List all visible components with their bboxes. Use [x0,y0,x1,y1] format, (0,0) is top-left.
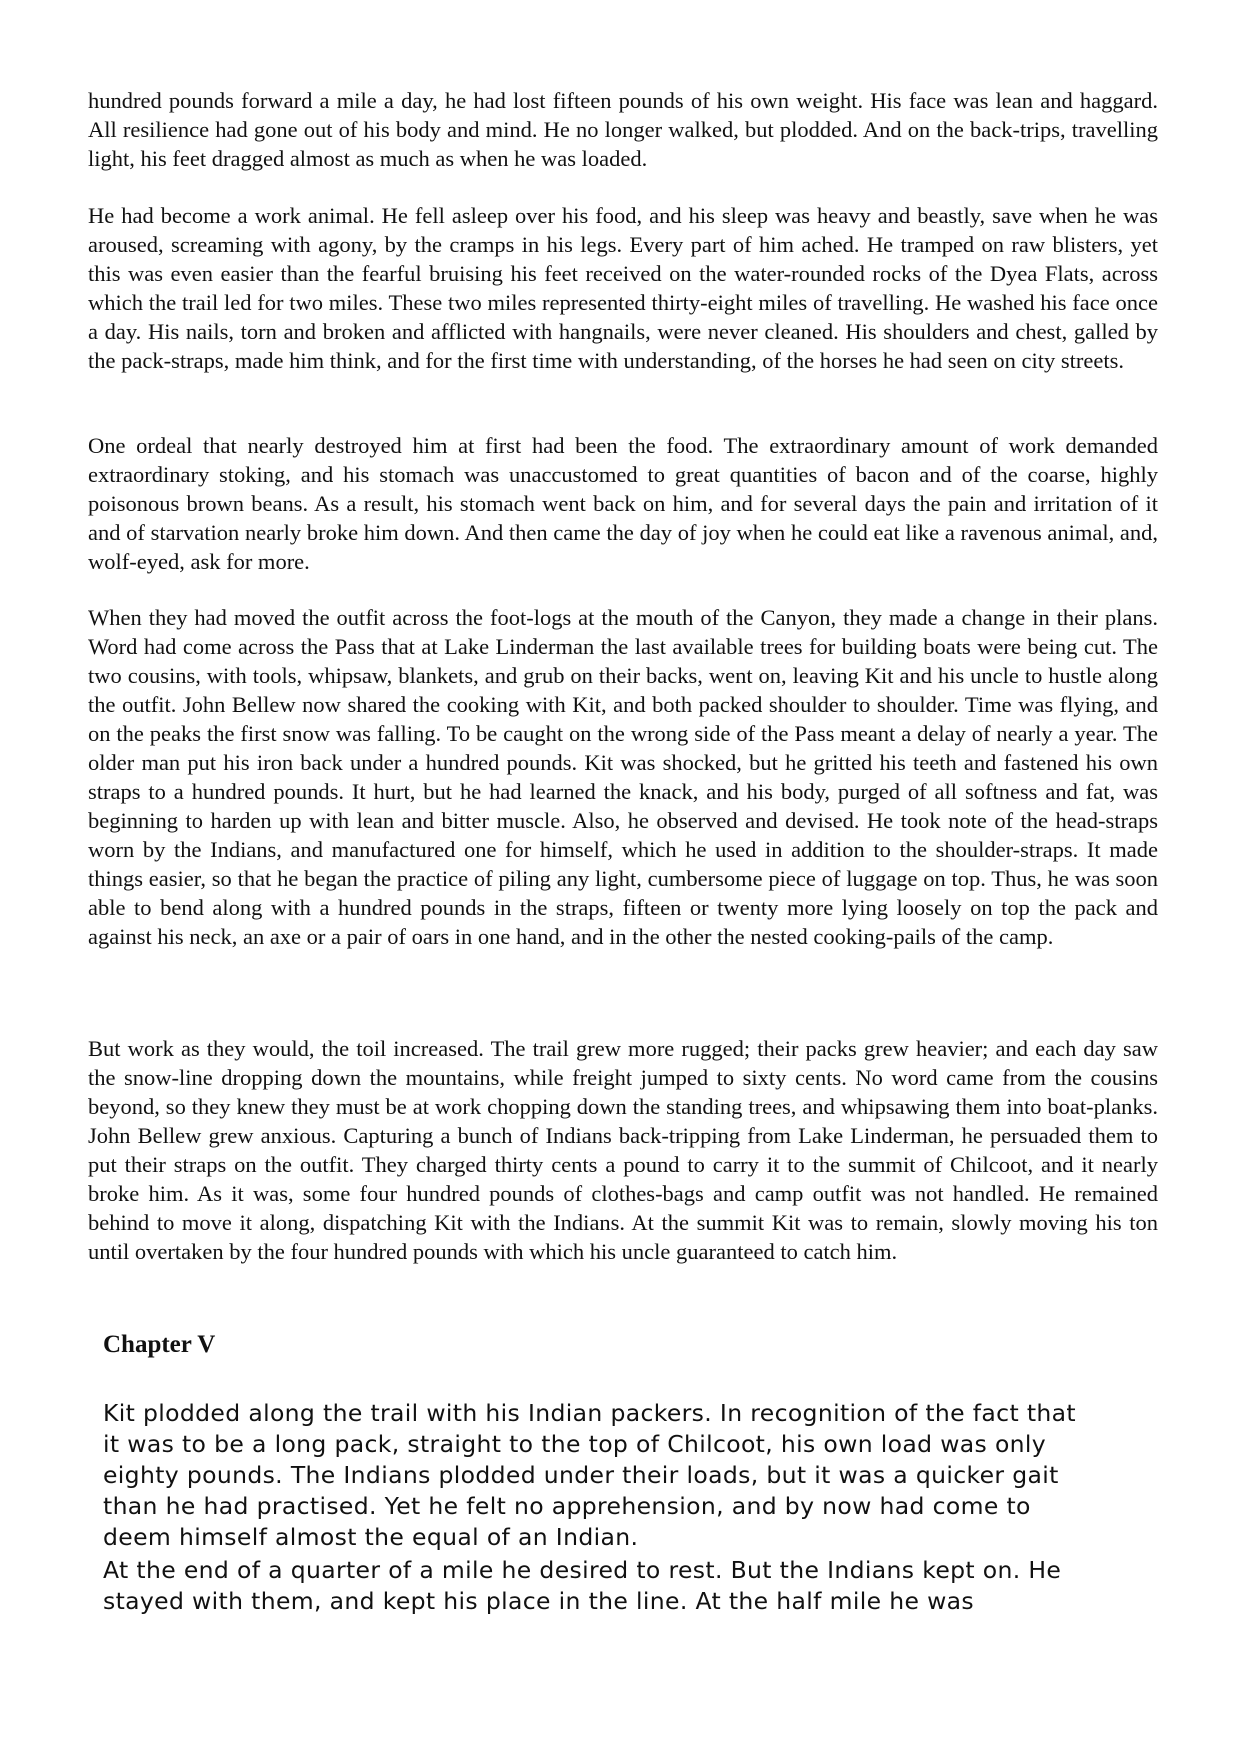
paragraph-4: When they had moved the outfit across the foot-logs at the mouth of the Canyon, they made a change in their plans. Word had come across the Pass that at Lake Linderman the last available trees for building boats were being cut. The two cousins, with tools, whipsaw, blankets, and grub on their backs, went on, leaving Kit and his uncle to hustle along the outfit. John Bellew now shared the cooking with Kit, and both packed shoulder to shoulder. Time was flying, and on the peaks the first snow was falling. To be caught on the wrong side of the Pass meant a delay of nearly a year. The older man put his iron back under a hundred pounds. Kit was shocked, but he gritted his teeth and fastened his own straps to a hundred pounds. It hurt, but he had learned the knack, and his body, purged of all softness and fat, was beginning to harden up with lean and bitter muscle. Also, he observed and devised. He took note of the head-straps worn by the Indians, and manufactured one for himself, which he used in addition to the shoulder-straps. It made things easier, so that he began the practice of piling any light, cumbersome piece of luggage on top. Thus, he was soon able to bend along with a hundred pounds in the straps, fifteen or twenty more lying loosely on top the pack and against his neck, an axe or a pair of oars in one hand, and in the other the nested cooking-pails of the camp. [88,605,1158,949]
paragraph-3: One ordeal that nearly destroyed him at first had been the food. The extraordinary amount of work demanded extraordinary stoking, and his stomach was unaccustomed to great quantities of bacon and of the coarse, highly poisonous brown beans. As a result, his stomach went back on him, and for several days the pain and irritation of it and of starvation nearly broke him down. And then came the day of joy when he could eat like a ravenous animal, and, wolf-eyed, ask for more. [88,433,1158,574]
paragraph-5: But work as they would, the toil increased. The trail grew more rugged; their packs grew heavier; and each day saw the snow-line dropping down the mountains, while freight jumped to sixty cents. No word came from the cousins beyond, so they knew they must be at work chopping down the standing trees, and whipsawing them into boat-planks. John Bellew grew anxious. Capturing a bunch of Indians back-tripping from Lake Linderman, he persuaded them to put their straps on the outfit. They charged thirty cents a pound to carry it to the summit of Chilcoot, and it nearly broke him. As it was, some four hundred pounds of clothes-bags and camp outfit was not handled. He remained behind to move it along, dispatching Kit with the Indians. At the summit Kit was to remain, slowly moving his ton until overtaken by the four hundred pounds with which his uncle guaranteed to catch him. [88,1036,1158,1264]
paragraph-2: He had become a work animal. He fell asleep over his food, and his sleep was heavy and beastly, save when he was aroused, screaming with agony, by the cramps in his legs. Every part of him ached. He tramped on raw blisters, yet this was even easier than the fearful bruising his feet received on the water-rounded rocks of the Dyea Flats, across which the trail led for two miles. These two miles represented thirty-eight miles of travelling. He washed his face once a day. His nails, torn and broken and afflicted with hangnails, were never cleaned. His shoulders and chest, galled by the pack-straps, made him think, and for the first time with understanding, of the horses he had seen on city streets. [88,203,1158,373]
chapter-heading: Chapter V [103,1331,216,1358]
chapter-paragraph-2: At the end of a quarter of a mile he desired to rest. But the Indians kept on. He stayed with them, and kept his place in the line. At the half mile he was [103,1556,1062,1615]
chapter-paragraph-1: Kit plodded along the trail with his Indian packers. In recognition of the fact that it was to be a long pack, straight to the top of Chilcoot, his own load was only eighty pounds. The Indians plodded under their loads, but it was a quicker gait than he had practised. Yet he felt no apprehension, and by now had come to deem himself almost the equal of an Indian. [103,1399,1076,1551]
paragraph-1: hundred pounds forward a mile a day, he had lost fifteen pounds of his own weight. His face was lean and haggard. All resilience had gone out of his body and mind. He no longer walked, but plodded. And on the back-trips, travelling light, his feet dragged almost as much as when he was loaded. [88,88,1158,171]
